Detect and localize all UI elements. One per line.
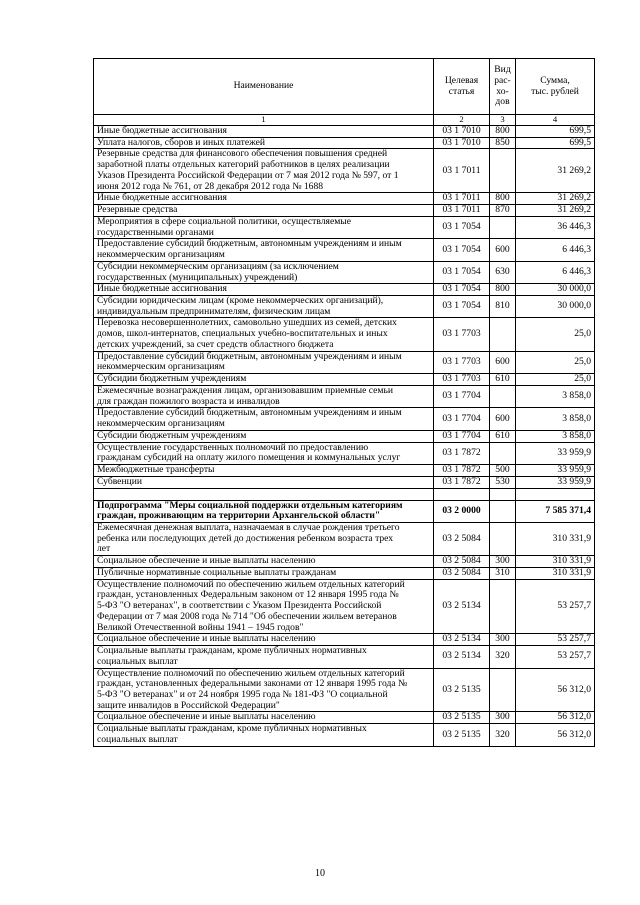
row-amount: 310 331,9: [516, 567, 595, 579]
row-name: Предоставление субсидий бюджетным, автономным учреждениям и иным некоммерческим организациям: [94, 351, 434, 373]
row-amount: 33 959,9: [516, 465, 595, 477]
table-row: [94, 261, 595, 283]
row-expense-type: 320: [490, 646, 516, 668]
row-amount: 31 269,2: [516, 205, 595, 217]
table-row: [94, 500, 595, 522]
table-row: [94, 488, 595, 500]
row-name: Субсидии юридическим лицам (кроме некоммерческих организаций), индивидуальным предпринимателям, физическим лицам: [94, 296, 434, 318]
row-name: Резервные средства: [94, 205, 434, 217]
row-target-article: 03 1 7054: [434, 284, 490, 296]
row-expense-type: 500: [490, 465, 516, 477]
row-amount: 7 585 371,4: [516, 500, 595, 522]
row-expense-type: 300: [490, 712, 516, 724]
row-expense-type: [490, 216, 516, 238]
table-row: [94, 556, 595, 568]
table-row: [94, 712, 595, 724]
row-expense-type: 300: [490, 556, 516, 568]
row-expense-type: [490, 579, 516, 634]
row-target-article: 03 1 7054: [434, 239, 490, 261]
row-name: Иные бюджетные ассигнования: [94, 193, 434, 205]
row-target-article: 03 1 7872: [434, 465, 490, 477]
row-target-article: 03 1 7872: [434, 442, 490, 464]
row-amount: 25,0: [516, 318, 595, 351]
row-amount: 33 959,9: [516, 442, 595, 464]
row-amount: 310 331,9: [516, 522, 595, 555]
row-expense-type: 310: [490, 567, 516, 579]
row-amount: 56 312,0: [516, 712, 595, 724]
row-target-article: 03 2 5135: [434, 724, 490, 746]
row-expense-type: 810: [490, 296, 516, 318]
row-target-article: 03 2 0000: [434, 500, 490, 522]
table-row: [94, 579, 595, 634]
row-amount: 53 257,7: [516, 646, 595, 668]
row-expense-type: 870: [490, 205, 516, 217]
row-target-article: 03 2 5135: [434, 668, 490, 712]
row-name: Социальное обеспечение и иные выплаты населению: [94, 634, 434, 646]
row-target-article: 03 2 5084: [434, 567, 490, 579]
header-row: [94, 59, 595, 115]
table-row: [94, 646, 595, 668]
row-target-article: 03 1 7010: [434, 137, 490, 149]
row-name: Межбюджетные трансферты: [94, 465, 434, 477]
table-row: [94, 567, 595, 579]
row-target-article: 03 2 5134: [434, 646, 490, 668]
table-row: [94, 408, 595, 430]
row-amount: 30 000,0: [516, 296, 595, 318]
row-amount: 6 446,3: [516, 239, 595, 261]
table-row: [94, 205, 595, 217]
row-target-article: 03 1 7054: [434, 216, 490, 238]
row-expense-type: [490, 318, 516, 351]
row-target-article: 03 1 7011: [434, 193, 490, 205]
row-name: Социальное обеспечение и иные выплаты населению: [94, 712, 434, 724]
row-name: Осуществление полномочий по обеспечению жильем отдельных категорий граждан, установленных федеральными законами от 12 января 1995 года № 5-ФЗ "О ветеранах" и от 24 ноября 1995 года № 181-ФЗ "О социальной защите инвалидов в Российской Федерации": [94, 668, 434, 712]
row-target-article: 03 1 7010: [434, 126, 490, 138]
row-expense-type: 600: [490, 408, 516, 430]
row-amount: 3 858,0: [516, 430, 595, 442]
row-expense-type: 600: [490, 351, 516, 373]
row-amount: 30 000,0: [516, 284, 595, 296]
table-row: [94, 374, 595, 386]
row-amount: 31 269,2: [516, 149, 595, 193]
table-row: [94, 522, 595, 555]
table-body: [94, 126, 595, 747]
row-amount: 25,0: [516, 351, 595, 373]
row-expense-type: 600: [490, 239, 516, 261]
row-expense-type: [490, 149, 516, 193]
row-target-article: 03 1 7054: [434, 261, 490, 283]
page-number: 10: [315, 868, 325, 879]
row-target-article: 03 1 7011: [434, 149, 490, 193]
column-number: 4: [516, 115, 595, 126]
row-name: Ежемесячные вознаграждения лицам, организовавшим приемные семьи для граждан пожилого возраста и инвалидов: [94, 385, 434, 407]
table-row: [94, 284, 595, 296]
row-target-article: 03 1 7703: [434, 318, 490, 351]
table-row: [94, 634, 595, 646]
column-number: 1: [94, 115, 434, 126]
table-row: [94, 668, 595, 712]
row-name: Предоставление субсидий бюджетным, автономным учреждениям и иным некоммерческим организациям: [94, 239, 434, 261]
row-amount: 56 312,0: [516, 724, 595, 746]
row-expense-type: 800: [490, 284, 516, 296]
table-row: [94, 296, 595, 318]
row-name: Социальные выплаты гражданам, кроме публичных нормативных социальных выплат: [94, 724, 434, 746]
row-name: Публичные нормативные социальные выплаты гражданам: [94, 567, 434, 579]
row-expense-type: 610: [490, 430, 516, 442]
column-number: 3: [490, 115, 516, 126]
table-row: [94, 465, 595, 477]
header-name: Наименование: [94, 59, 434, 115]
header-sum: Сумма, тыс. рублей: [516, 59, 595, 115]
row-target-article: 03 2 5134: [434, 579, 490, 634]
table-row: [94, 724, 595, 746]
row-name: Уплата налогов, сборов и иных платежей: [94, 137, 434, 149]
row-expense-type: 850: [490, 137, 516, 149]
table-row: [94, 351, 595, 373]
row-amount: 53 257,7: [516, 634, 595, 646]
row-expense-type: [490, 488, 516, 500]
row-expense-type: [490, 442, 516, 464]
row-target-article: 03 2 5084: [434, 556, 490, 568]
row-name: Осуществление полномочий по обеспечению жильем отдельных категорий граждан, установленных Федеральным законом от 12 января 1995 года № 5-ФЗ "О ветеранах", в соответствии с Указом Президента Российской Федерации от 7 мая 2008 года № 714 "Об обеспечении жильем ветеранов Великой Отечественной войны 1941 – 1945 годов": [94, 579, 434, 634]
row-target-article: 03 1 7704: [434, 385, 490, 407]
row-amount: 33 959,9: [516, 476, 595, 488]
row-expense-type: [490, 522, 516, 555]
row-amount: 6 446,3: [516, 261, 595, 283]
header-vid: Вид рас- хо- дов: [490, 59, 516, 115]
row-expense-type: 320: [490, 724, 516, 746]
row-target-article: 03 1 7703: [434, 374, 490, 386]
column-number-row: [94, 115, 595, 126]
row-name: Субсидии бюджетным учреждениям: [94, 374, 434, 386]
row-amount: 699,5: [516, 137, 595, 149]
table-row: [94, 430, 595, 442]
table-row: [94, 216, 595, 238]
row-name: Резервные средства для финансового обеспечения повышения средней заработной платы отдельных категорий работников в целях реализации Указов Президента Российской Федерации от 7 мая 2012 года № 597, от 1 июня 2012 года № 761, от 28 декабря 2012 года № 1688: [94, 149, 434, 193]
table-row: [94, 442, 595, 464]
table-row: [94, 385, 595, 407]
row-expense-type: 800: [490, 193, 516, 205]
row-amount: 53 257,7: [516, 579, 595, 634]
row-name: Субсидии бюджетным учреждениям: [94, 430, 434, 442]
row-name: Субсидии некоммерческим организациям (за исключением государственных (муниципальных) учреждений): [94, 261, 434, 283]
row-amount: 310 331,9: [516, 556, 595, 568]
row-amount: 36 446,3: [516, 216, 595, 238]
row-expense-type: 610: [490, 374, 516, 386]
row-target-article: [434, 488, 490, 500]
row-name: Иные бюджетные ассигнования: [94, 126, 434, 138]
row-target-article: 03 1 7011: [434, 205, 490, 217]
row-name: Субвенции: [94, 476, 434, 488]
row-name: Иные бюджетные ассигнования: [94, 284, 434, 296]
row-expense-type: 800: [490, 126, 516, 138]
row-amount: 3 858,0: [516, 385, 595, 407]
row-name: Предоставление субсидий бюджетным, автономным учреждениям и иным некоммерческим организациям: [94, 408, 434, 430]
row-target-article: 03 1 7704: [434, 408, 490, 430]
row-expense-type: [490, 668, 516, 712]
budget-table: [93, 58, 595, 747]
row-amount: 3 858,0: [516, 408, 595, 430]
row-target-article: 03 1 7054: [434, 296, 490, 318]
row-amount: 56 312,0: [516, 668, 595, 712]
row-expense-type: 630: [490, 261, 516, 283]
table-row: [94, 126, 595, 138]
table-row: [94, 193, 595, 205]
header-code: Целевая статья: [434, 59, 490, 115]
row-expense-type: 530: [490, 476, 516, 488]
row-amount: 31 269,2: [516, 193, 595, 205]
row-name: Подпрограмма "Меры социальной поддержки отдельным категориям граждан, проживающим на территории Архангельской области": [94, 500, 434, 522]
row-amount: 25,0: [516, 374, 595, 386]
row-amount: [516, 488, 595, 500]
row-target-article: 03 1 7703: [434, 351, 490, 373]
row-name: [94, 488, 434, 500]
row-name: Осуществление государственных полномочий по предоставлению гражданам субсидий на оплату жилого помещения и коммунальных услуг: [94, 442, 434, 464]
row-name: Перевозка несовершеннолетних, самовольно ушедших из семей, детских домов, школ-интернатов, специальных учебно-воспитательных и иных детских учреждений, за счет средств областного бюджета: [94, 318, 434, 351]
row-target-article: 03 1 7704: [434, 430, 490, 442]
table-row: [94, 137, 595, 149]
row-target-article: 03 1 7872: [434, 476, 490, 488]
row-target-article: 03 2 5135: [434, 712, 490, 724]
table-row: [94, 318, 595, 351]
table-row: [94, 149, 595, 193]
row-target-article: 03 2 5134: [434, 634, 490, 646]
row-expense-type: 300: [490, 634, 516, 646]
row-name: Мероприятия в сфере социальной политики, осуществляемые государственными органами: [94, 216, 434, 238]
row-expense-type: [490, 385, 516, 407]
column-number: 2: [434, 115, 490, 126]
row-amount: 699,5: [516, 126, 595, 138]
row-expense-type: [490, 500, 516, 522]
row-name: Социальные выплаты гражданам, кроме публичных нормативных социальных выплат: [94, 646, 434, 668]
row-name: Социальное обеспечение и иные выплаты населению: [94, 556, 434, 568]
table-row: [94, 239, 595, 261]
row-target-article: 03 2 5084: [434, 522, 490, 555]
table-row: [94, 476, 595, 488]
row-name: Ежемесячная денежная выплата, назначаемая в случае рождения третьего ребенка или последующих детей до достижения ребенком возраста трех лет: [94, 522, 434, 555]
